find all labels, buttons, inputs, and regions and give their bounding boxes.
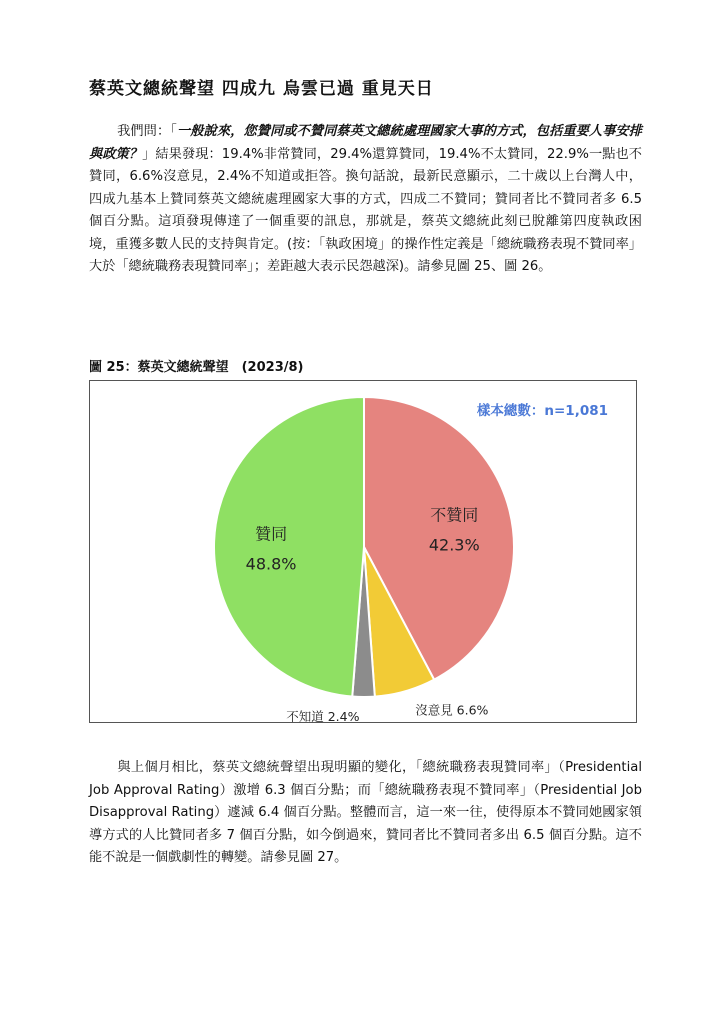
figure-caption: 圖 25：蔡英文總統聲望 (2023/8) — [89, 360, 304, 375]
slice-value-disapprove: 42.3% — [428, 535, 480, 555]
sample-size-label: 樣本總數：n=1,081 — [476, 403, 608, 419]
slice-label-dont-know: 不知道 2.4% — [286, 708, 360, 722]
paragraph-1-lead: 我們問：「 — [117, 124, 177, 139]
slice-label-no-opinion: 沒意見 6.6% — [415, 702, 489, 718]
pie-slice-approve — [214, 397, 364, 697]
slice-label-disapprove: 不贊同 — [430, 505, 479, 525]
slice-label-approve: 贊同 — [255, 524, 288, 544]
document-title: 蔡英文總統聲望 四成九 烏雲已過 重見天日 — [89, 79, 434, 99]
pie-chart — [90, 381, 636, 722]
paragraph-2 — [89, 757, 642, 870]
paragraph-1-body: 」結果發現：19.4%非常贊同，29.4%還算贊同，19.4%不太贊同，22.9%一點也不贊同，6.6%沒意見，2.4%不知道或拒答。換句話說，最新民意顯示，二十歲以上台灣人中，四成九基本上贊同蔡英文總統處理國家大事的方式，四成二不贊同；贊同者比不贊同者多 6.5 個百分點。這項發現傳達了一個重要的訊息，那就是，蔡英文總統此刻已脫離第四度執政困境，重獲多數人民的支持與肯定。(按：「執政困境」的操作性定義是「總統職務表現不贊同率」大於「總統職務表現贊同率」；差距越大表示民怨越深)。請參見圖 25、圖 26。 — [89, 146, 642, 274]
pie-chart-frame — [89, 380, 637, 723]
paragraph-2-body: 與上個月相比，蔡英文總統聲望出現明顯的變化，「總統職務表現贊同率」（Presidential Job Approval Rating）激增 6.3 個百分點；而「總統職務表現不贊同率」（Presidential Job Disapproval Rating）遽減 6.4 個百分點。整體而言，這一來一往，使得原本不贊同她國家領導方式的人比贊同者多 7 個百分點，如今倒過來，贊同者比不贊同者多出 6.5 個百分點。這不能不說是一個戲劇性的轉變。請參見圖 27。 — [89, 760, 642, 865]
paragraph-1 — [89, 121, 642, 279]
slice-value-approve: 48.8% — [245, 554, 297, 574]
survey-question: 一般說來，您贊同或不贊同蔡英文總統處理國家大事的方式，包括重要人事安排與政策？ — [89, 124, 642, 162]
